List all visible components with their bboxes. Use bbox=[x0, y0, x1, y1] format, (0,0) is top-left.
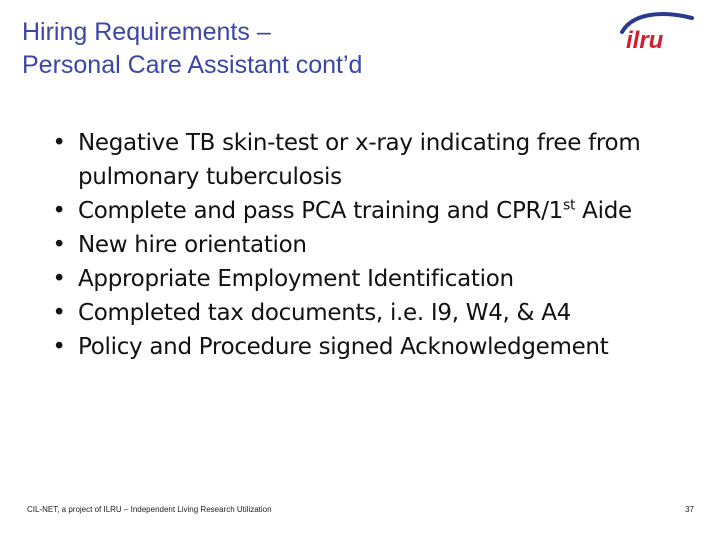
page-number: 37 bbox=[685, 505, 694, 514]
footer-credit: CIL-NET, a project of ILRU – Independent Living Research Utilization bbox=[27, 505, 272, 514]
ilru-logo bbox=[618, 8, 698, 54]
bullet-icon: • bbox=[52, 300, 66, 326]
bullet-icon: • bbox=[52, 334, 66, 360]
bullet-icon: • bbox=[52, 232, 66, 258]
title-line-1: Hiring Requirements – bbox=[22, 18, 271, 46]
list-item bbox=[52, 194, 692, 228]
bullet-icon: • bbox=[52, 198, 66, 224]
bullet-text: Negative TB skin-test or x-ray indicating free from pulmonary tuberculosis bbox=[78, 130, 641, 190]
bullet-text: Policy and Procedure signed Acknowledgement bbox=[78, 334, 609, 360]
list-item bbox=[52, 228, 692, 262]
bullet-text: New hire orientation bbox=[78, 232, 307, 258]
bullet-text-continued: Aide bbox=[575, 198, 632, 224]
bullet-text: Appropriate Employment Identification bbox=[78, 266, 514, 292]
bullet-text: Completed tax documents, i.e. I9, W4, & A4 bbox=[78, 300, 571, 326]
bullet-icon: • bbox=[52, 130, 66, 156]
slide-title bbox=[22, 16, 362, 82]
bullet-list bbox=[52, 126, 692, 364]
logo-text: ilru bbox=[626, 27, 664, 54]
list-item bbox=[52, 330, 692, 364]
list-item bbox=[52, 262, 692, 296]
title-line-2: Personal Care Assistant cont’d bbox=[22, 51, 363, 79]
bullet-icon: • bbox=[52, 266, 66, 292]
list-item bbox=[52, 126, 692, 194]
bullet-superscript: st bbox=[562, 197, 576, 214]
bullet-text: Complete and pass PCA training and CPR/1 bbox=[78, 198, 563, 224]
list-item bbox=[52, 296, 692, 330]
